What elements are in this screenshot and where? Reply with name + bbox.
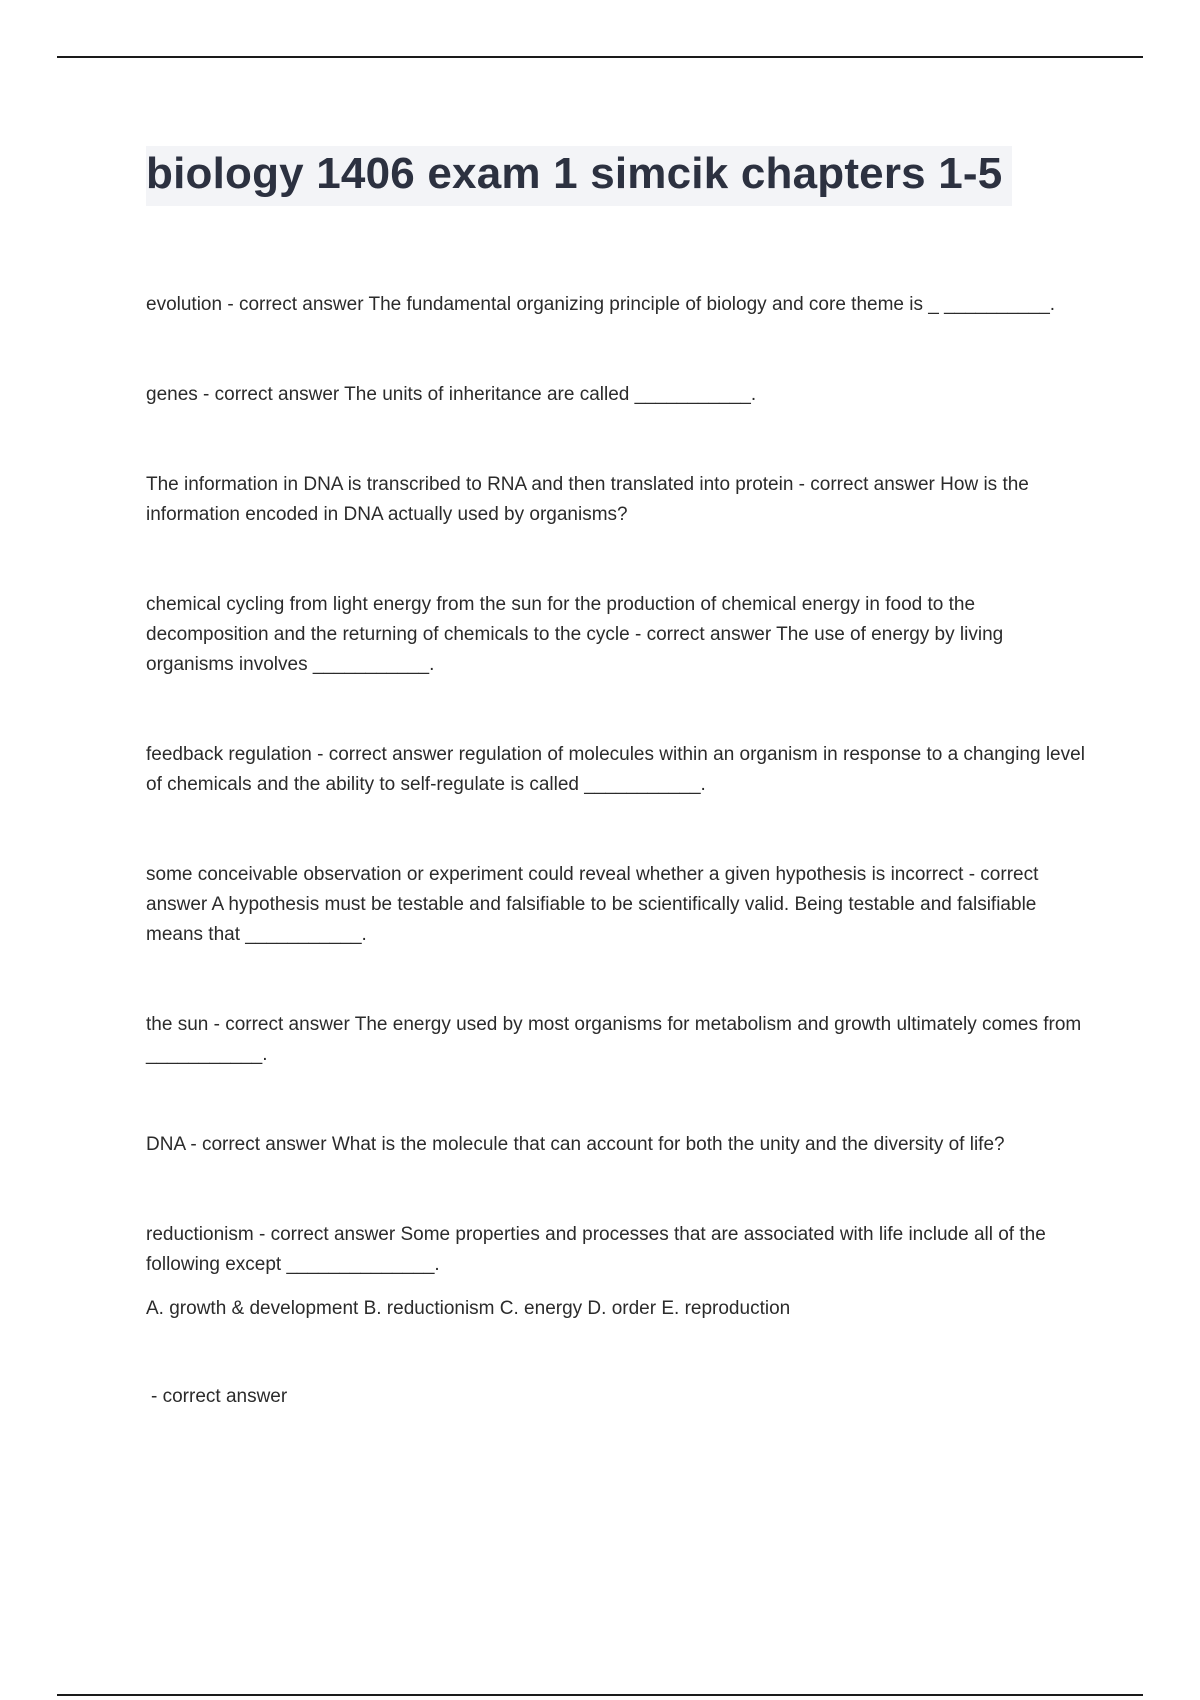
bottom-rule (57, 1694, 1143, 1696)
qa-options: A. growth & development B. reductionism C. energy D. order E. reproduction (146, 1298, 791, 1319)
qa-item: feedback regulation - correct answer regulation of molecules within an organism in response to a changing level of chemicals and the ability to self-regulate is called ___________. (146, 744, 1085, 795)
qa-item: The information in DNA is transcribed to RNA and then translated into protein - correct answer How is the information encoded in DNA actually used by organisms? (146, 474, 1029, 525)
qa-item: DNA - correct answer What is the molecule that can account for both the unity and the diversity of life? (146, 1134, 1005, 1155)
qa-item: evolution - correct answer The fundamental organizing principle of biology and core theme is _ __________. (146, 294, 1056, 315)
qa-item-with-options (146, 1220, 1090, 1324)
document-body (146, 290, 1090, 1412)
qa-item: genes - correct answer The units of inheritance are called ___________. (146, 384, 757, 405)
title-highlight (146, 146, 1012, 206)
top-rule (57, 56, 1143, 58)
qa-item: some conceivable observation or experiment could reveal whether a given hypothesis is incorrect - correct answer A hypothesis must be testable and falsifiable to be scientifically valid. Being testable and falsifiable means that ___________. (146, 864, 1039, 945)
document-title: biology 1406 exam 1 simcik chapters 1-5 (146, 149, 1003, 198)
qa-item-empty: - correct answer (151, 1386, 288, 1407)
qa-item: the sun - correct answer The energy used by most organisms for metabolism and growth ultimately comes from ___________. (146, 1014, 1082, 1065)
qa-question: reductionism - correct answer Some properties and processes that are associated with life include all of the following except ______________. (146, 1224, 1046, 1275)
qa-item: chemical cycling from light energy from the sun for the production of chemical energy in food to the decomposition and the returning of chemicals to the cycle - correct answer The use of energy by living organisms involves ___________. (146, 594, 1004, 675)
